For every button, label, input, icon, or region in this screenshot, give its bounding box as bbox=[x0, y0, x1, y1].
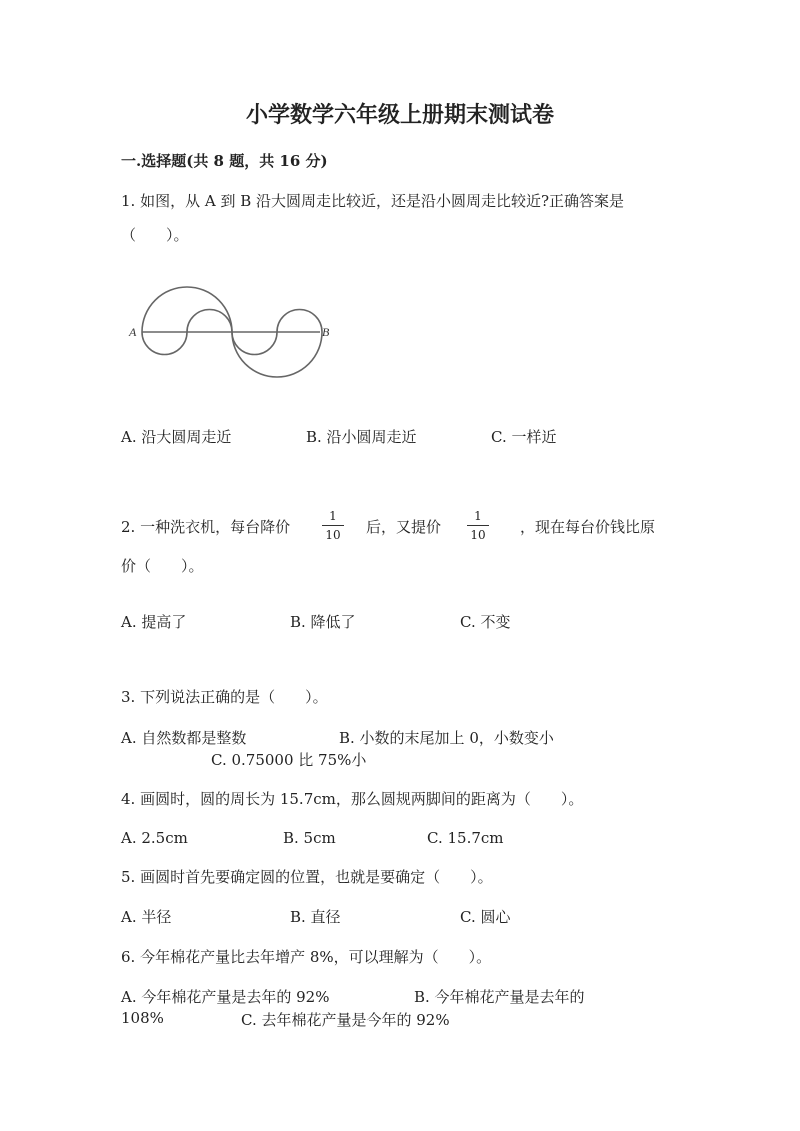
q6-option-a: A. 今年棉花产量是去年的 92% bbox=[121, 988, 330, 1006]
large-upper-arc bbox=[142, 287, 232, 332]
q2-option-b: B. 降低了 bbox=[290, 613, 356, 631]
circles-figure bbox=[124, 276, 334, 386]
q1-option-b: B. 沿小圆周走近 bbox=[306, 428, 417, 446]
question-4-text: 4. 画圆时，圆的周长为 15.7cm，那么圆规两脚间的距离为（ ）。 bbox=[121, 790, 584, 808]
q2-option-a: A. 提高了 bbox=[121, 613, 187, 631]
q4-option-b: B. 5cm bbox=[283, 829, 336, 847]
question-3-text: 3. 下列说法正确的是（ ）。 bbox=[121, 688, 328, 706]
question-1-blank: （ ）。 bbox=[121, 226, 189, 244]
question-1-text: 1. 如图，从 A 到 B 沿大圆周走比较近，还是沿小圆周走比较近?正确答案是 bbox=[121, 192, 625, 210]
q1-option-c: C. 一样近 bbox=[491, 428, 557, 446]
large-lower-arc bbox=[232, 332, 322, 377]
small-arc-1 bbox=[142, 332, 187, 355]
small-arc-2 bbox=[187, 310, 232, 333]
fraction-2-numerator: 1 bbox=[474, 509, 482, 523]
question-2-text-c: ，现在每台价钱比原 bbox=[520, 518, 656, 536]
page-title: 小学数学六年级上册期末测试卷 bbox=[245, 102, 554, 128]
question-2-blank: 价（ ）。 bbox=[121, 557, 204, 575]
fraction-1-denominator: 10 bbox=[325, 528, 341, 542]
fraction-2-denominator: 10 bbox=[470, 528, 486, 542]
q3-option-b: B. 小数的末尾加上 0，小数变小 bbox=[339, 729, 554, 747]
q4-option-a: A. 2.5cm bbox=[121, 829, 188, 847]
q6-option-b-continued: 108% bbox=[121, 1009, 164, 1027]
section-heading: 一.选择题(共 8 题，共 16 分) bbox=[121, 152, 328, 170]
q6-option-c: C. 去年棉花产量是今年的 92% bbox=[241, 1011, 450, 1029]
q4-option-c: C. 15.7cm bbox=[427, 829, 504, 847]
small-arc-3 bbox=[232, 332, 277, 355]
fraction-1-bar bbox=[322, 525, 344, 526]
point-b-label: B bbox=[322, 325, 330, 339]
small-arc-4 bbox=[277, 310, 322, 333]
fraction-1-numerator: 1 bbox=[329, 509, 337, 523]
q1-option-a: A. 沿大圆周走近 bbox=[121, 428, 232, 446]
q5-option-b: B. 直径 bbox=[290, 908, 341, 926]
fraction-2 bbox=[467, 509, 489, 542]
question-2-text-a: 2. 一种洗衣机，每台降价 bbox=[121, 518, 291, 536]
q3-option-a: A. 自然数都是整数 bbox=[121, 729, 247, 747]
fraction-1 bbox=[322, 509, 344, 542]
question-2-text-b: 后，又提价 bbox=[366, 518, 442, 536]
q3-option-c: C. 0.75000 比 75%小 bbox=[211, 751, 367, 769]
fraction-2-bar bbox=[467, 525, 489, 526]
q2-option-c: C. 不变 bbox=[460, 613, 511, 631]
point-a-label: A bbox=[129, 325, 137, 339]
question-6-text: 6. 今年棉花产量比去年增产 8%，可以理解为（ ）。 bbox=[121, 948, 492, 966]
q5-option-a: A. 半径 bbox=[121, 908, 172, 926]
q5-option-c: C. 圆心 bbox=[460, 908, 511, 926]
q6-option-b: B. 今年棉花产量是去年的 bbox=[414, 988, 585, 1006]
question-5-text: 5. 画圆时首先要确定圆的位置，也就是要确定（ ）。 bbox=[121, 868, 493, 886]
